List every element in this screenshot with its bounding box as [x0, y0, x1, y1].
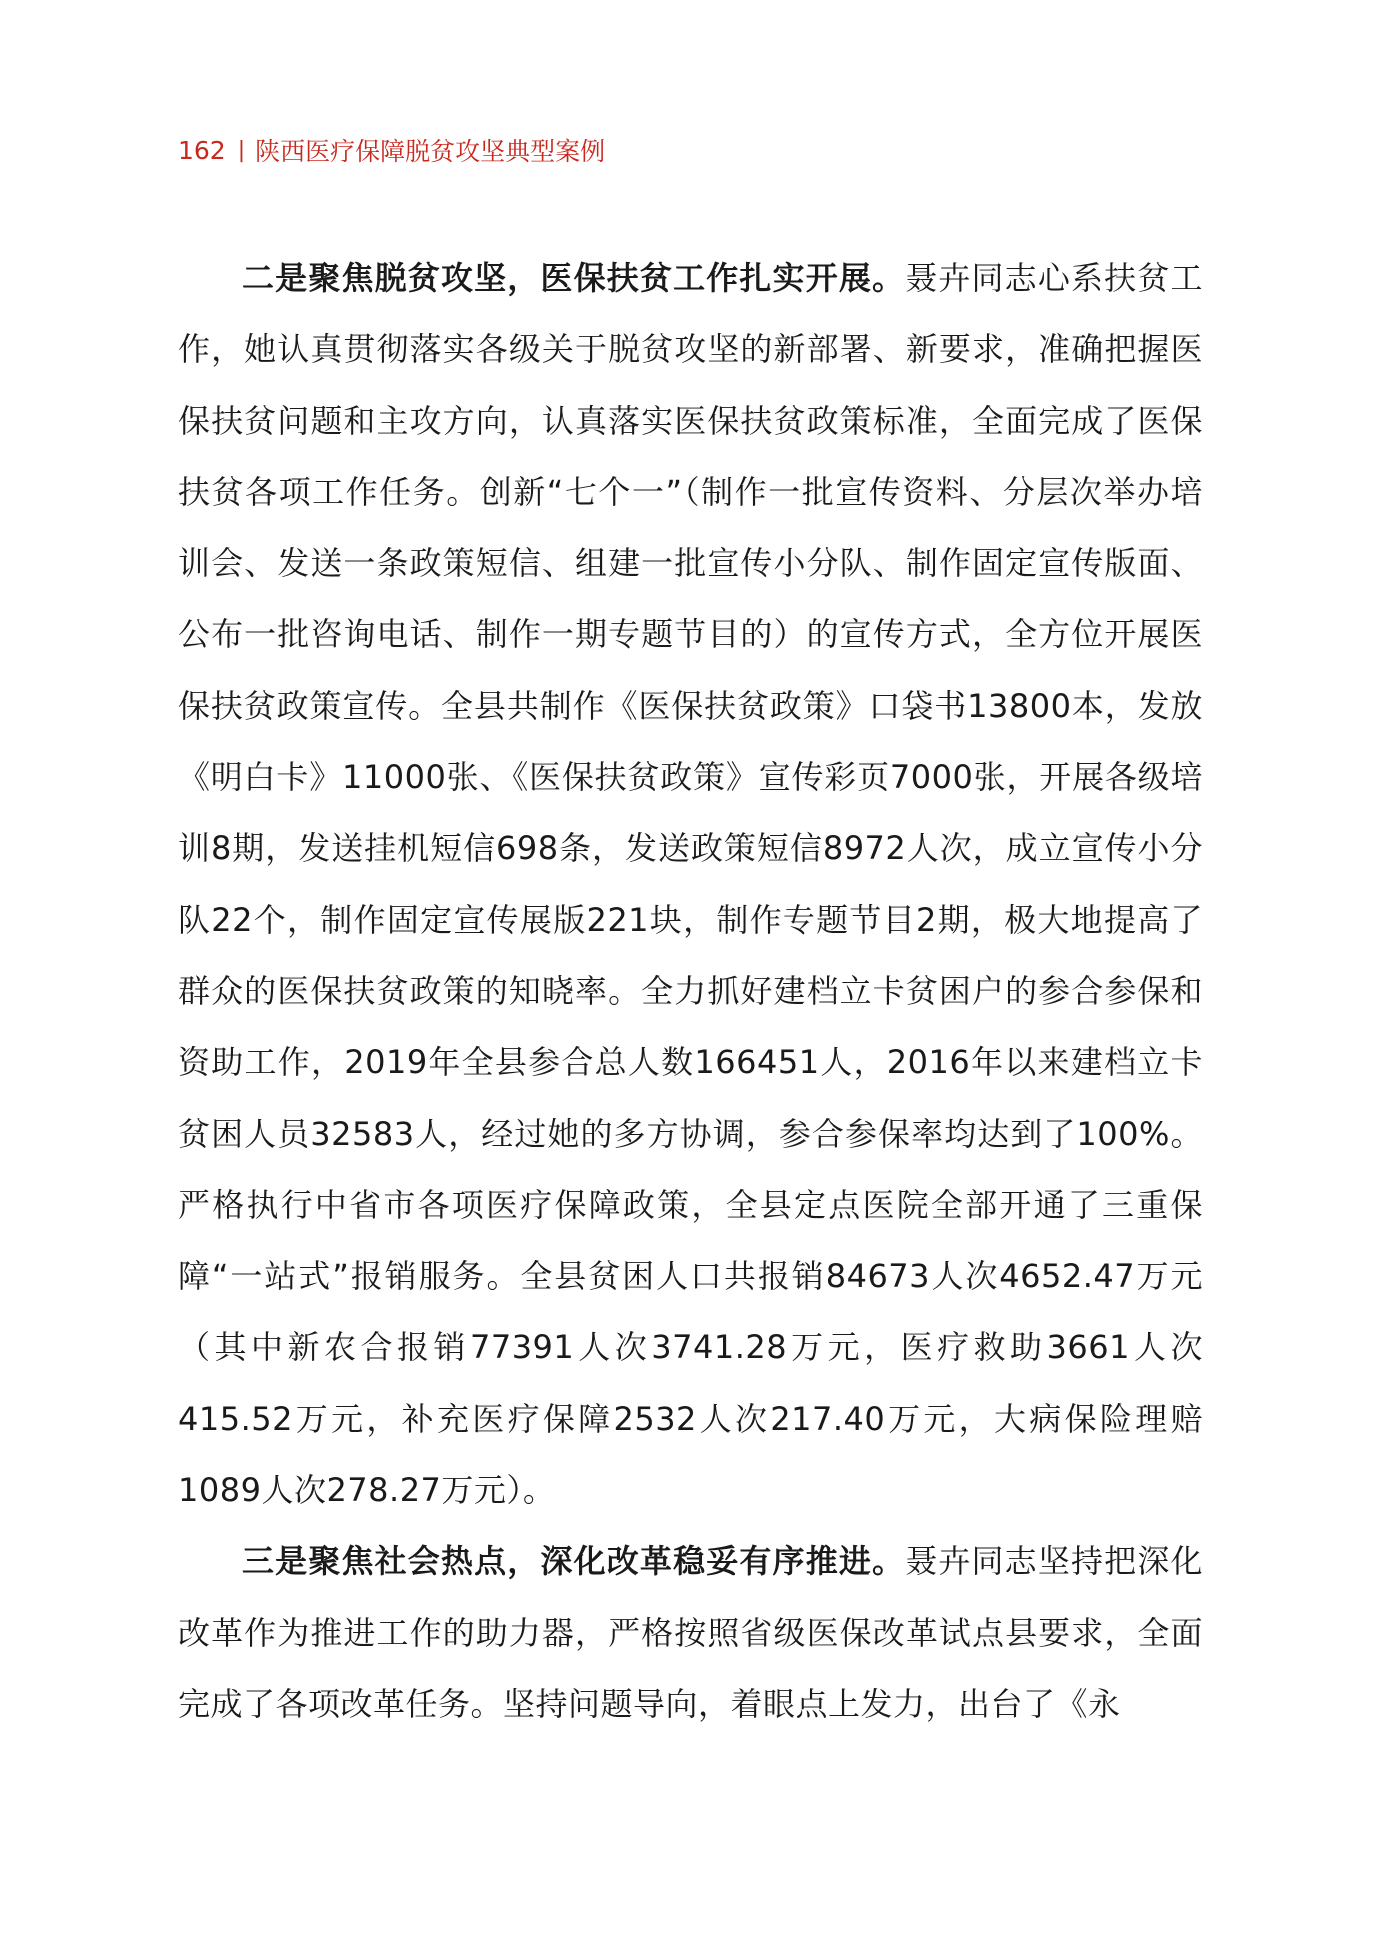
book-title: 陕西医疗保障脱贫攻坚典型案例: [255, 137, 606, 166]
paragraph-poverty-alleviation: [178, 243, 1203, 1526]
paragraph-lead: 三是聚焦社会热点，深化改革稳妥有序推进。: [242, 1542, 906, 1581]
paragraph-lead: 二是聚焦脱贫攻坚，医保扶贫工作扎实开展。: [242, 259, 906, 297]
page-number: 162: [178, 135, 226, 165]
paragraph-body: 聂卉同志心系扶贫工作，她认真贯彻落实各级关于脱贫攻坚的新部署、新要求，准确把握医保扶贫问题和主攻方向，认真落实医保扶贫政策标准，全面完成了医保扶贫各项工作任务。创新“七个一”（制作一批宣传资料、分层次举办培训会、发送一条政策短信、组建一批宣传小分队、制作固定宣传版面、公布一批咨询电话、制作一期专题节目的）的宣传方式，全方位开展医保扶贫政策宣传。全县共制作《医保扶贫政策》口袋书13800本，发放《明白卡》11000张、《医保扶贫政策》宣传彩页7000张，开展各级培训8期，发送挂机短信698条，发送政策短信8972人次，成立宣传小分队22个，制作固定宣传展版221块，制作专题节目2期，极大地提高了群众的医保扶贫政策的知晓率。全力抓好建档立卡贫困户的参合参保和资助工作，2019年全县参合总人数166451人，2016年以来建档立卡贫困人员32583人，经过她的多方协调，参合参保率均达到了100%。严格执行中省市各项医疗保障政策，全县定点医院全部开通了三重保障“一站式”报销服务。全县贫困人口共报销84673人次4652.47万元（其中新农合报销77391人次3741.28万元，医疗救助3661人次415.52万元，补充医疗保障2532人次217.40万元，大病保险理赔1089人次278.27万元）。: [178, 259, 1203, 1510]
header-separator: |: [237, 137, 246, 163]
paragraph-reform: [178, 1526, 1203, 1740]
paragraph-body: 聂卉同志坚持把深化改革作为推进工作的助力器，严格按照省级医保改革试点县要求，全面完成了各项改革任务。坚持问题导向，着眼点上发力，出台了《永: [178, 1542, 1203, 1723]
running-header: [178, 130, 605, 170]
body-text: [178, 243, 1203, 1740]
